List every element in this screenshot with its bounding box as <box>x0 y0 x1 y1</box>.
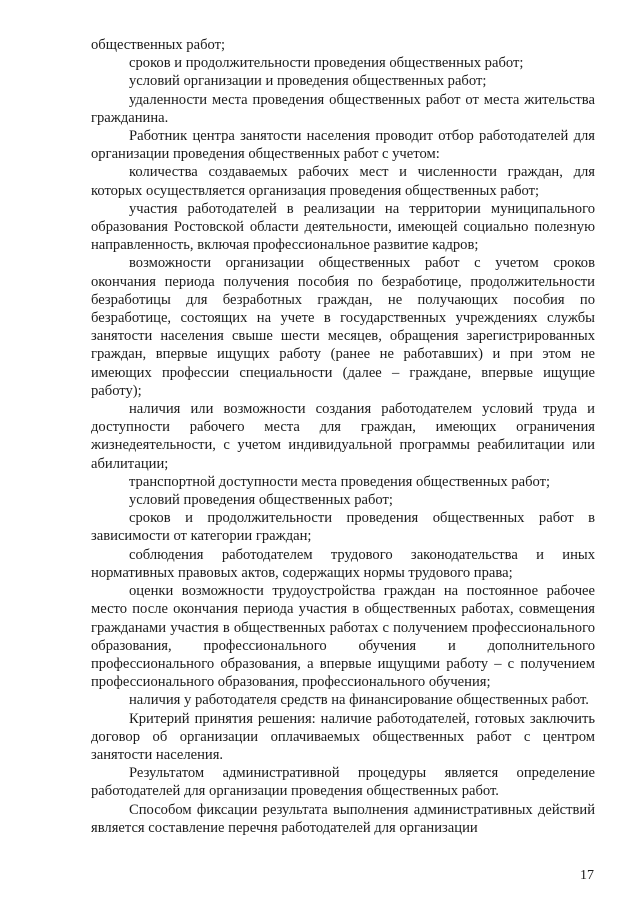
paragraph: сроков и продолжительности проведения общественных работ в зависимости от категории граждан; <box>91 510 595 545</box>
paragraph: возможности организации общественных работ с учетом сроков окончания периода получения пособия по безработице, продолжительности безработицы для безработных граждан, не получающих пособия по безработице, состоящих на учете в государственных учреждениях службы занятости населения свыше шести месяцев, обращения зарегистрированных граждан, впервые ищущих работу (ранее не работавших) и при этом не имеющих профессии специальности (далее – граждане, впервые ищущие работу); <box>91 255 595 399</box>
paragraph: Результатом административной процедуры является определение работодателей для организации проведения общественных работ. <box>91 765 595 800</box>
paragraph: условий организации и проведения общественных работ; <box>129 73 487 90</box>
paragraph: общественных работ; <box>91 37 226 53</box>
document-body <box>91 36 595 837</box>
paragraph: Работник центра занятости населения проводит отбор работодателей для организации проведения общественных работ с учетом: <box>91 128 595 163</box>
paragraph: Критерий принятия решения: наличие работодателей, готовых заключить договор об организации оплачиваемых общественных работ с центром занятости населения. <box>91 710 595 763</box>
paragraph: Способом фиксации результата выполнения административных действий является составление перечня работодателей для организации <box>91 801 595 836</box>
paragraph: наличия или возможности создания работодателем условий труда и доступности рабочего места для граждан, имеющих ограничения жизнедеятельности, с учетом индивидуальной программы реабилитации или абилитации; <box>91 401 595 472</box>
paragraph: участия работодателей в реализации на территории муниципального образования Ростовской области деятельности, имеющей социально полезную направленность, включая профессиональное развитие кадров; <box>91 200 595 254</box>
paragraph: соблюдения работодателем трудового законодательства и иных нормативных правовых актов, содержащих нормы трудового права; <box>91 546 595 581</box>
paragraph: условий проведения общественных работ; <box>129 492 393 509</box>
paragraph: удаленности места проведения общественных работ от места жительства гражданина. <box>91 91 595 126</box>
paragraph: наличия у работодателя средств на финансирование общественных работ. <box>129 692 589 709</box>
paragraph: оценки возможности трудоустройства граждан на постоянное рабочее место после окончания периода участия в общественных работах, совмещения гражданами участия в общественных работах с получением профессионального образования, профессионального обучения и дополнительного профессионального образования, а впервые ищущими работу – с получением профессионального образования, профессионального обучения; <box>91 583 595 691</box>
page-number: 17 <box>580 868 594 883</box>
paragraph: транспортной доступности места проведения общественных работ; <box>129 473 551 490</box>
paragraph: количества создаваемых рабочих мест и численности граждан, для которых осуществляется организация проведения общественных работ; <box>91 164 595 199</box>
paragraph: сроков и продолжительности проведения общественных работ; <box>129 55 524 72</box>
